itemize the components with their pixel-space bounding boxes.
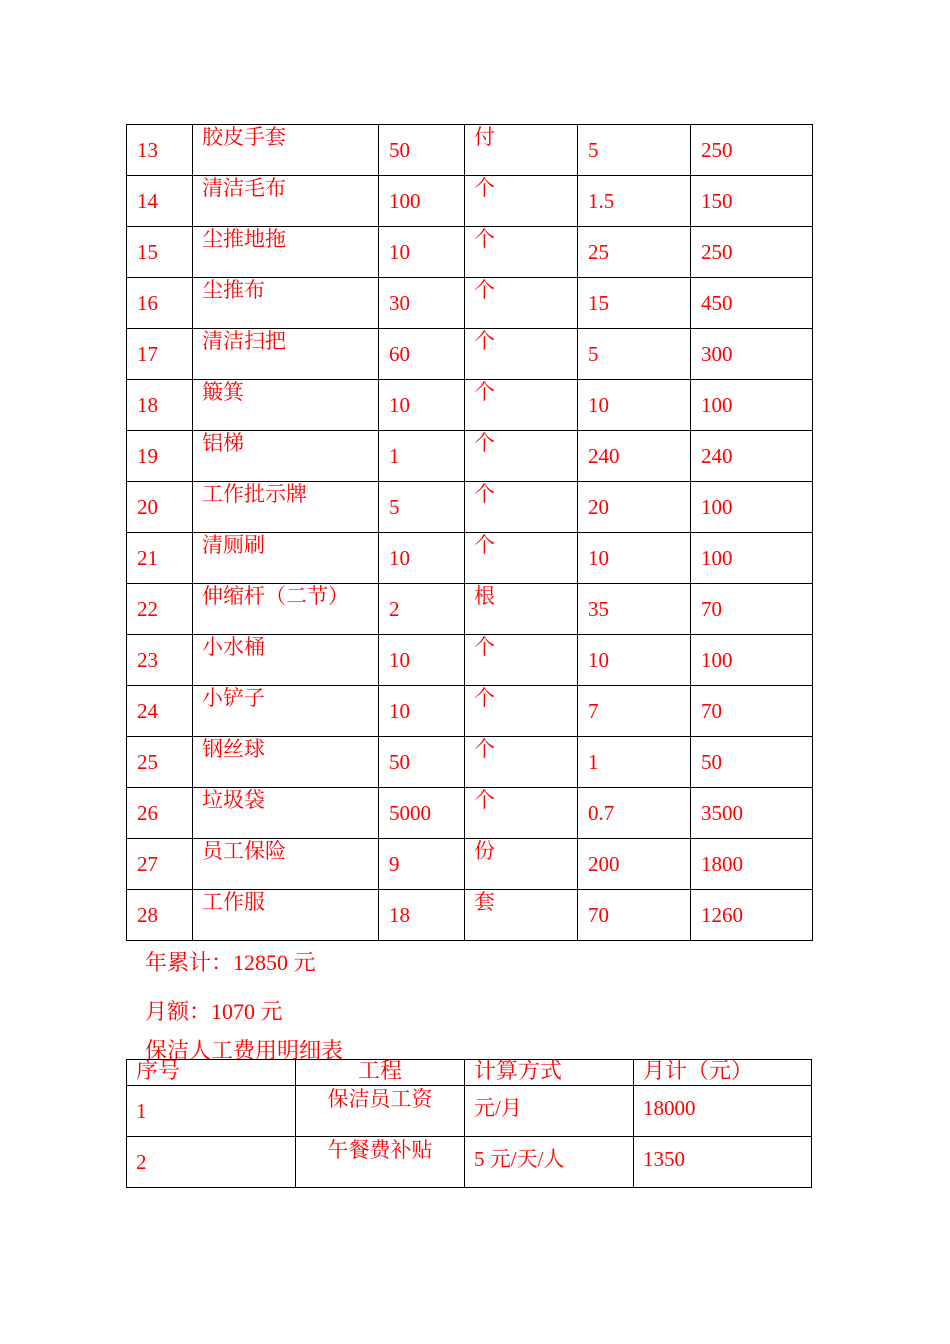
labor-table-header-row: [127, 1060, 812, 1086]
item-number: 22: [137, 597, 158, 621]
supplies-cell: [578, 176, 691, 227]
labor-header-item: 工程: [357, 1058, 402, 1083]
item-unit-price: 5: [588, 342, 599, 366]
supplies-cell: [193, 737, 379, 788]
labor-header-cell: [296, 1060, 465, 1086]
item-quantity: 1: [389, 444, 400, 468]
item-unit: 个: [474, 431, 495, 455]
supplies-cell: [691, 635, 813, 686]
supplies-cell: [379, 125, 465, 176]
item-total: 1260: [701, 903, 743, 927]
supplies-table-body: [127, 125, 813, 941]
item-number: 27: [137, 852, 158, 876]
supplies-cell: [578, 890, 691, 941]
item-number: 20: [137, 495, 158, 519]
supplies-cell: [379, 737, 465, 788]
supplies-cell: [465, 278, 578, 329]
labor-header-cell: [465, 1060, 634, 1086]
supplies-cell: [379, 686, 465, 737]
supplies-cell: [578, 380, 691, 431]
supplies-cell: [578, 227, 691, 278]
item-name: 工作服: [202, 890, 265, 914]
item-quantity: 100: [389, 189, 421, 213]
item-quantity: 50: [389, 138, 410, 162]
supplies-cell: [465, 839, 578, 890]
item-name: 小铲子: [202, 686, 265, 710]
labor-header-cell: [634, 1060, 812, 1086]
supplies-cell: [379, 839, 465, 890]
supplies-cell: [465, 737, 578, 788]
item-unit: 个: [474, 176, 495, 200]
item-name: 清厕刷: [202, 533, 265, 557]
item-number: 24: [137, 699, 158, 723]
item-number: 21: [137, 546, 158, 570]
labor-cell: [465, 1086, 634, 1137]
item-quantity: 9: [389, 852, 400, 876]
supplies-cell: [691, 839, 813, 890]
item-total: 300: [701, 342, 733, 366]
item-unit: 个: [474, 635, 495, 659]
item-name: 伸缩杆（二节）: [202, 584, 349, 608]
item-name: 尘推地拖: [202, 227, 286, 251]
item-name: 工作批示牌: [202, 482, 307, 506]
month-total: 月额：1070 元: [145, 999, 283, 1024]
item-unit: 套: [474, 890, 495, 914]
supplies-table-row: [127, 839, 813, 890]
supplies-cell: [127, 584, 193, 635]
supplies-cell: [465, 227, 578, 278]
item-quantity: 18: [389, 903, 410, 927]
supplies-cell: [193, 686, 379, 737]
supplies-cell: [578, 482, 691, 533]
supplies-cell: [691, 482, 813, 533]
supplies-table-row: [127, 329, 813, 380]
supplies-cell: [127, 533, 193, 584]
item-total: 70: [701, 597, 722, 621]
supplies-table-row: [127, 380, 813, 431]
labor-header-method: 计算方式: [474, 1058, 563, 1083]
supplies-cell: [465, 686, 578, 737]
supplies-cell: [691, 584, 813, 635]
supplies-table-row: [127, 278, 813, 329]
supplies-cell: [193, 788, 379, 839]
labor-table-row: [127, 1086, 812, 1137]
supplies-cell: [127, 125, 193, 176]
item-number: 28: [137, 903, 158, 927]
supplies-cell: [691, 125, 813, 176]
item-unit: 个: [474, 788, 495, 812]
supplies-table-row: [127, 890, 813, 941]
item-unit-price: 0.7: [588, 801, 615, 825]
item-unit-price: 200: [588, 852, 620, 876]
item-total: 3500: [701, 801, 743, 825]
labor-cell: [634, 1086, 812, 1137]
supplies-cell: [193, 533, 379, 584]
item-total: 250: [701, 240, 733, 264]
item-total: 240: [701, 444, 733, 468]
labor-table: [126, 1059, 812, 1188]
item-name: 簸箕: [202, 380, 244, 404]
item-unit: 个: [474, 482, 495, 506]
supplies-cell: [691, 380, 813, 431]
supplies-cell: [379, 584, 465, 635]
supplies-cell: [379, 431, 465, 482]
item-total: 100: [701, 393, 733, 417]
supplies-cell: [193, 890, 379, 941]
labor-header-cell: [127, 1060, 296, 1086]
labor-row-item: 保洁员工资: [327, 1087, 433, 1111]
labor-table-title: 保洁人工费用明细表: [145, 1038, 344, 1063]
item-number: 18: [137, 393, 158, 417]
supplies-cell: [127, 176, 193, 227]
labor-row-no: 1: [136, 1099, 147, 1123]
supplies-cell: [193, 176, 379, 227]
supplies-cell: [465, 482, 578, 533]
labor-cell: [127, 1086, 296, 1137]
labor-table-row: [127, 1137, 812, 1188]
supplies-cell: [193, 329, 379, 380]
labor-cell: [127, 1137, 296, 1188]
item-total: 450: [701, 291, 733, 315]
item-unit-price: 15: [588, 291, 609, 315]
item-name: 员工保险: [202, 839, 286, 863]
item-unit-price: 25: [588, 240, 609, 264]
supplies-cell: [578, 839, 691, 890]
supplies-cell: [578, 125, 691, 176]
supplies-cell: [578, 737, 691, 788]
supplies-cell: [379, 533, 465, 584]
supplies-cell: [691, 737, 813, 788]
item-total: 1800: [701, 852, 743, 876]
supplies-cell: [127, 482, 193, 533]
item-number: 26: [137, 801, 158, 825]
supplies-cell: [465, 890, 578, 941]
supplies-cell: [193, 482, 379, 533]
labor-cell: [465, 1137, 634, 1188]
item-total: 100: [701, 495, 733, 519]
item-total: 70: [701, 699, 722, 723]
supplies-cell: [127, 737, 193, 788]
item-quantity: 2: [389, 597, 400, 621]
supplies-cell: [465, 125, 578, 176]
supplies-cell: [193, 584, 379, 635]
supplies-cell: [127, 788, 193, 839]
supplies-table-row: [127, 635, 813, 686]
item-quantity: 30: [389, 291, 410, 315]
supplies-cell: [379, 380, 465, 431]
supplies-cell: [127, 686, 193, 737]
supplies-cell: [193, 380, 379, 431]
supplies-cell: [578, 533, 691, 584]
item-number: 25: [137, 750, 158, 774]
item-name: 小水桶: [202, 635, 265, 659]
item-unit-price: 10: [588, 546, 609, 570]
supplies-cell: [127, 839, 193, 890]
item-quantity: 5: [389, 495, 400, 519]
item-quantity: 10: [389, 546, 410, 570]
item-total: 150: [701, 189, 733, 213]
item-unit: 付: [474, 125, 495, 149]
supplies-cell: [465, 635, 578, 686]
supplies-cell: [193, 278, 379, 329]
supplies-cell: [578, 635, 691, 686]
item-name: 胶皮手套: [202, 125, 286, 149]
supplies-cell: [465, 584, 578, 635]
supplies-cell: [691, 278, 813, 329]
labor-cell: [296, 1137, 465, 1188]
supplies-cell: [578, 329, 691, 380]
item-unit-price: 10: [588, 393, 609, 417]
item-name: 清洁扫把: [202, 329, 286, 353]
item-unit-price: 70: [588, 903, 609, 927]
supplies-cell: [578, 431, 691, 482]
supplies-cell: [127, 329, 193, 380]
supplies-cell: [379, 227, 465, 278]
supplies-cell: [691, 431, 813, 482]
item-unit-price: 20: [588, 495, 609, 519]
year-total: 年累计：12850 元: [145, 950, 316, 975]
item-number: 19: [137, 444, 158, 468]
supplies-cell: [379, 890, 465, 941]
supplies-cell: [127, 890, 193, 941]
supplies-cell: [691, 890, 813, 941]
item-number: 15: [137, 240, 158, 264]
labor-row-item: 午餐费补贴: [327, 1138, 433, 1162]
item-name: 垃圾袋: [202, 788, 265, 812]
item-name: 清洁毛布: [202, 176, 286, 200]
supplies-cell: [578, 788, 691, 839]
supplies-cell: [127, 431, 193, 482]
item-number: 14: [137, 189, 158, 213]
item-unit-price: 240: [588, 444, 620, 468]
item-unit-price: 1.5: [588, 189, 615, 213]
supplies-cell: [691, 329, 813, 380]
supplies-table-row: [127, 176, 813, 227]
item-unit: 个: [474, 533, 495, 557]
labor-header-monthly: 月计（元）: [643, 1058, 754, 1083]
supplies-cell: [465, 788, 578, 839]
item-quantity: 10: [389, 648, 410, 672]
supplies-cell: [465, 176, 578, 227]
supplies-cell: [379, 635, 465, 686]
item-quantity: 50: [389, 750, 410, 774]
supplies-cell: [691, 788, 813, 839]
supplies-cell: [379, 482, 465, 533]
supplies-table: [126, 124, 813, 941]
supplies-table-row: [127, 227, 813, 278]
supplies-table-row: [127, 533, 813, 584]
labor-cell: [296, 1086, 465, 1137]
supplies-table-row: [127, 584, 813, 635]
supplies-cell: [379, 329, 465, 380]
item-unit-price: 10: [588, 648, 609, 672]
item-unit: 个: [474, 380, 495, 404]
supplies-table-row: [127, 431, 813, 482]
supplies-cell: [193, 227, 379, 278]
item-unit: 个: [474, 329, 495, 353]
labor-header-no: 序号: [136, 1058, 181, 1083]
item-quantity: 10: [389, 699, 410, 723]
supplies-cell: [127, 227, 193, 278]
supplies-cell: [379, 176, 465, 227]
item-total: 100: [701, 648, 733, 672]
supplies-cell: [379, 788, 465, 839]
item-total: 100: [701, 546, 733, 570]
item-unit: 个: [474, 227, 495, 251]
supplies-cell: [691, 686, 813, 737]
item-unit-price: 1: [588, 750, 599, 774]
supplies-cell: [465, 380, 578, 431]
supplies-cell: [193, 431, 379, 482]
labor-row-monthly: 18000: [643, 1096, 696, 1120]
supplies-cell: [465, 431, 578, 482]
item-unit: 根: [474, 584, 495, 608]
item-quantity: 10: [389, 240, 410, 264]
item-unit-price: 35: [588, 597, 609, 621]
item-quantity: 60: [389, 342, 410, 366]
item-name: 钢丝球: [202, 737, 265, 761]
supplies-cell: [691, 533, 813, 584]
supplies-cell: [193, 125, 379, 176]
labor-row-monthly: 1350: [643, 1147, 685, 1171]
labor-row-method: 元/月: [474, 1096, 522, 1120]
item-number: 23: [137, 648, 158, 672]
item-name: 尘推布: [202, 278, 265, 302]
item-unit-price: 7: [588, 699, 599, 723]
item-total: 250: [701, 138, 733, 162]
item-unit: 个: [474, 278, 495, 302]
supplies-cell: [379, 278, 465, 329]
item-number: 13: [137, 138, 158, 162]
supplies-cell: [465, 329, 578, 380]
item-quantity: 10: [389, 393, 410, 417]
supplies-cell: [578, 278, 691, 329]
supplies-cell: [127, 635, 193, 686]
supplies-cell: [465, 533, 578, 584]
supplies-cell: [578, 584, 691, 635]
supplies-cell: [691, 227, 813, 278]
supplies-cell: [193, 635, 379, 686]
labor-row-no: 2: [136, 1150, 147, 1174]
item-quantity: 5000: [389, 801, 431, 825]
item-number: 17: [137, 342, 158, 366]
supplies-cell: [127, 380, 193, 431]
item-unit: 份: [474, 839, 495, 863]
item-number: 16: [137, 291, 158, 315]
item-unit: 个: [474, 686, 495, 710]
supplies-table-row: [127, 686, 813, 737]
labor-row-method: 5 元/天/人: [474, 1147, 565, 1171]
labor-cell: [634, 1137, 812, 1188]
item-unit: 个: [474, 737, 495, 761]
supplies-table-row: [127, 125, 813, 176]
supplies-table-row: [127, 737, 813, 788]
supplies-table-row: [127, 482, 813, 533]
supplies-cell: [578, 686, 691, 737]
supplies-table-row: [127, 788, 813, 839]
item-name: 铝梯: [202, 431, 244, 455]
supplies-cell: [193, 839, 379, 890]
item-total: 50: [701, 750, 722, 774]
supplies-cell: [127, 278, 193, 329]
item-unit-price: 5: [588, 138, 599, 162]
supplies-cell: [691, 176, 813, 227]
